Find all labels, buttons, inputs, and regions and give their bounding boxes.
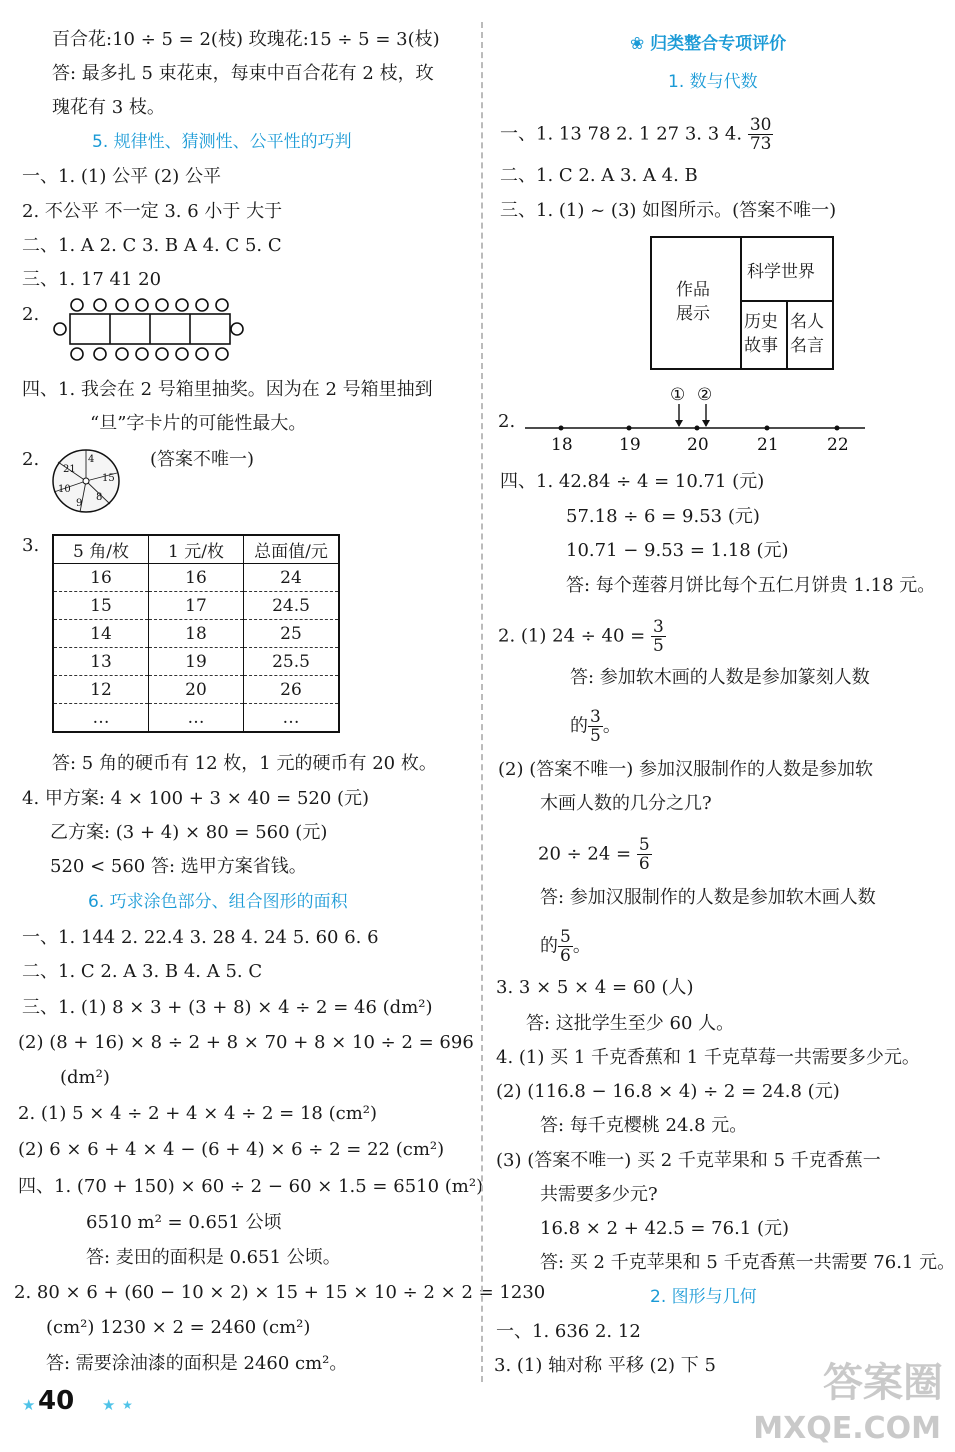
text-span: 的 [540, 935, 558, 957]
text-line: 2. [22, 449, 40, 470]
text-line: 10.71 − 9.53 = 1.18 (元) [566, 540, 789, 561]
text-line: 3. [22, 535, 40, 556]
table-cell: 16 [53, 564, 149, 592]
text-line: 2. (1) 5 × 4 ÷ 2 + 4 × 4 ÷ 2 = 18 (cm²) [18, 1103, 378, 1124]
text-line: (3) (答案不唯一) 买 2 千克苹果和 5 千克香蕉一 [496, 1150, 881, 1171]
text-line: 3. 3 × 5 × 4 = 60 (人) [496, 977, 694, 998]
tick-label: 19 [619, 435, 641, 455]
denominator: 5 [590, 726, 601, 746]
wheel-number: 10 [58, 484, 71, 495]
table-cell: 24 [244, 564, 340, 592]
text-line: 6510 m² = 0.651 公顷 [86, 1212, 282, 1233]
text-line: (2) (116.8 − 16.8 × 4) ÷ 2 = 24.8 (元) [496, 1081, 840, 1102]
text-span: 。 [602, 715, 621, 737]
text-span: 的 [570, 715, 588, 737]
table-cell: … [149, 704, 244, 733]
table-cell: 25 [244, 620, 340, 648]
fraction [588, 708, 603, 745]
section-6-title: 6. 巧求涂色部分、组合图形的面积 [88, 892, 348, 912]
text-line: 共需要多少元? [540, 1184, 658, 1205]
denominator: 6 [638, 854, 650, 874]
diagram-label: 名言 [790, 336, 824, 356]
text-line: 答: 买 2 千克苹果和 5 千克香蕉一共需要 76.1 元。 [540, 1252, 955, 1273]
text-line: (答案不唯一) [150, 449, 255, 470]
marker-label: ① [670, 385, 686, 405]
table-row [53, 648, 339, 676]
text-line: 二、1. A 2. C 3. B A 4. C 5. C [22, 235, 282, 256]
marker-label: ② [697, 385, 713, 405]
text-line [500, 116, 773, 153]
text-line [570, 708, 621, 745]
tick-label: 20 [687, 435, 709, 455]
diagram-label: 作品 [676, 280, 710, 300]
question-label: 2. [498, 411, 516, 432]
star-icon: ★ [102, 1396, 116, 1414]
table-cell: 25.5 [244, 648, 340, 676]
star-icon: ★ [122, 1398, 133, 1412]
text-line: 四、1. (70 + 150) × 60 ÷ 2 − 60 × 1.5 = 6510 (m²) [18, 1176, 484, 1197]
table-cell: 17 [149, 592, 244, 620]
table-header: 1 元/枚 [149, 535, 244, 564]
wheel-number: 21 [63, 464, 76, 475]
table-cell: 18 [149, 620, 244, 648]
text-line: 四、1. 我会在 2 号箱里抽奖。因为在 2 号箱里抽到 [22, 379, 433, 400]
text-span: 一、1. 13 78 2. 1 27 3. 3 4. [500, 123, 743, 145]
wheel-number: 8 [96, 492, 103, 503]
text-line: 答: 每个莲蓉月饼比每个五仁月饼贵 1.18 元。 [566, 575, 936, 596]
text-span: 。 [572, 935, 591, 957]
text-line: 三、1. (1) 8 × 3 + (3 + 8) × 4 ÷ 2 = 46 (dm²) [22, 997, 433, 1018]
numerator: 5 [638, 835, 650, 855]
text-line: 答: 5 角的硬币有 12 枚，1 元的硬币有 20 枚。 [52, 753, 437, 774]
diagram-label: 名人 [790, 312, 824, 332]
wheel-number: 4 [88, 454, 95, 465]
table-cell: 24.5 [244, 592, 340, 620]
text-line: 二、1. C 2. A 3. B 4. A 5. C [22, 961, 263, 982]
text-line: 答: 参加软木画的人数是参加篆刻人数 [570, 667, 870, 688]
text-line: 四、1. 42.84 ÷ 4 = 10.71 (元) [500, 471, 765, 492]
text-line: 4. 甲方案: 4 × 100 + 3 × 40 = 520 (元) [22, 788, 370, 809]
number-line [525, 382, 870, 460]
subsection-title: 2. 图形与几何 [650, 1287, 757, 1307]
fraction [651, 618, 666, 655]
text-line: (2) (8 + 16) × 8 ÷ 2 + 8 × 70 + 8 × 10 ÷ 2 = 696 [18, 1032, 474, 1053]
text-line [540, 928, 591, 965]
table-cell: 19 [149, 648, 244, 676]
text-line: 乙方案: (3 + 4) × 80 = 560 (元) [50, 822, 328, 843]
star-icon: ★ [22, 1396, 36, 1414]
tick-label: 21 [757, 435, 779, 455]
diagram-label: 科学世界 [747, 262, 815, 282]
table-row [53, 704, 339, 733]
tick-label: 18 [551, 435, 573, 455]
page-number: 40 [38, 1386, 75, 1416]
table-header: 总面值/元 [244, 535, 340, 564]
denominator: 73 [749, 134, 772, 154]
text-line: 二、1. C 2. A 3. A 4. B [500, 165, 698, 186]
text-line: (cm²) 1230 × 2 = 2460 (cm²) [46, 1317, 311, 1338]
table-header: 5 角/枚 [53, 535, 149, 564]
text-line: 520 < 560 答: 选甲方案省钱。 [50, 856, 307, 877]
diagram-label: 故事 [744, 336, 778, 356]
text-line: 瑰花有 3 枝。 [52, 97, 165, 118]
table-cell: 26 [244, 676, 340, 704]
text-line: 答: 参加汉服制作的人数是参加软木画人数 [540, 887, 876, 908]
text-line: 木画人数的几分之几? [540, 793, 712, 814]
text-line: “旦”字卡片的可能性最大。 [90, 413, 307, 434]
text-line: (2) (答案不唯一) 参加汉服制作的人数是参加软 [498, 759, 873, 780]
text-line: 16.8 × 2 + 42.5 = 76.1 (元) [540, 1218, 790, 1239]
table-cell: 15 [53, 592, 149, 620]
text-line: 2. 80 × 6 + (60 − 10 × 2) × 15 + 15 × 10 ÷ 2 × 2 = 1230 [14, 1282, 546, 1303]
table-cell: 20 [149, 676, 244, 704]
denominator: 5 [653, 636, 664, 656]
table-cell: … [244, 704, 340, 733]
wheel-number: 15 [102, 473, 115, 484]
tick-label: 22 [827, 435, 849, 455]
text-line: 一、1. 636 2. 12 [496, 1321, 641, 1342]
text-line: 57.18 ÷ 6 = 9.53 (元) [566, 506, 760, 527]
text-line: 三、1. (1) ~ (3) 如图所示。(答案不唯一) [500, 200, 837, 221]
table-row [53, 564, 339, 592]
text-line: (dm²) [60, 1067, 110, 1088]
paw-icon: ❀ [630, 34, 645, 54]
coin-table [52, 534, 340, 733]
text-line: 2. [22, 304, 40, 325]
table-cell: 14 [53, 620, 149, 648]
text-line: 4. (1) 买 1 千克香蕉和 1 千克草莓一共需要多少元。 [496, 1047, 920, 1068]
watermark-logo: 答案圈 [823, 1360, 943, 1406]
text-line: 3. (1) 轴对称 平移 (2) 下 5 [494, 1355, 716, 1376]
text-line: 一、1. (1) 公平 (2) 公平 [22, 166, 222, 187]
text-line: 答: 最多扎 5 束花束，每束中百合花有 2 枝，玫 [52, 63, 434, 84]
watermark-url: MXQE.COM [753, 1411, 941, 1446]
text-line: 百合花:10 ÷ 5 = 2(枝) 玫瑰花:15 ÷ 5 = 3(枝) [52, 29, 440, 50]
text-line: 答: 需要涂油漆的面积是 2460 cm²。 [46, 1353, 348, 1374]
text-line: 2. 不公平 不一定 3. 6 小于 大于 [22, 201, 283, 222]
section-header [630, 32, 786, 56]
fraction [748, 116, 774, 153]
table-row [53, 620, 339, 648]
table-cell: … [53, 704, 149, 733]
table-cell: 13 [53, 648, 149, 676]
numerator: 3 [653, 617, 664, 637]
layout-diagram [650, 236, 834, 370]
column-divider [481, 22, 483, 1382]
text-line: 答: 每千克樱桃 24.8 元。 [540, 1115, 748, 1136]
text-line: (2) 6 × 6 + 4 × 4 − (6 + 4) × 6 ÷ 2 = 22 (cm²) [18, 1139, 445, 1160]
subsection-title: 1. 数与代数 [668, 72, 758, 92]
text-line [498, 618, 666, 655]
section-5-title: 5. 规律性、猜测性、公平性的巧判 [92, 132, 352, 152]
text-line [538, 836, 652, 873]
fraction [637, 836, 652, 873]
numerator: 3 [590, 707, 601, 727]
diagram-label: 历史 [744, 312, 778, 332]
text-line: 答: 麦田的面积是 0.651 公顷。 [86, 1247, 341, 1268]
table-row [53, 592, 339, 620]
denominator: 6 [560, 946, 571, 966]
table-cell: 16 [149, 564, 244, 592]
table-cell: 12 [53, 676, 149, 704]
header-text: 归类整合专项评价 [650, 34, 787, 54]
text-line: 三、1. 17 41 20 [22, 269, 162, 290]
numerator: 30 [749, 115, 772, 135]
diagram-label: 展示 [676, 304, 710, 324]
number-wheel-figure [50, 448, 122, 514]
table-seating-figure [50, 296, 245, 364]
wheel-number: 9 [76, 498, 83, 509]
text-span: 2. (1) 24 ÷ 40 = [498, 625, 646, 647]
fraction [558, 928, 573, 965]
text-line: 答: 这批学生至少 60 人。 [526, 1013, 735, 1034]
text-span: 20 ÷ 24 = [538, 843, 632, 865]
table-row [53, 676, 339, 704]
text-line: 一、1. 144 2. 22.4 3. 28 4. 24 5. 60 6. 6 [22, 927, 379, 948]
numerator: 5 [560, 927, 571, 947]
